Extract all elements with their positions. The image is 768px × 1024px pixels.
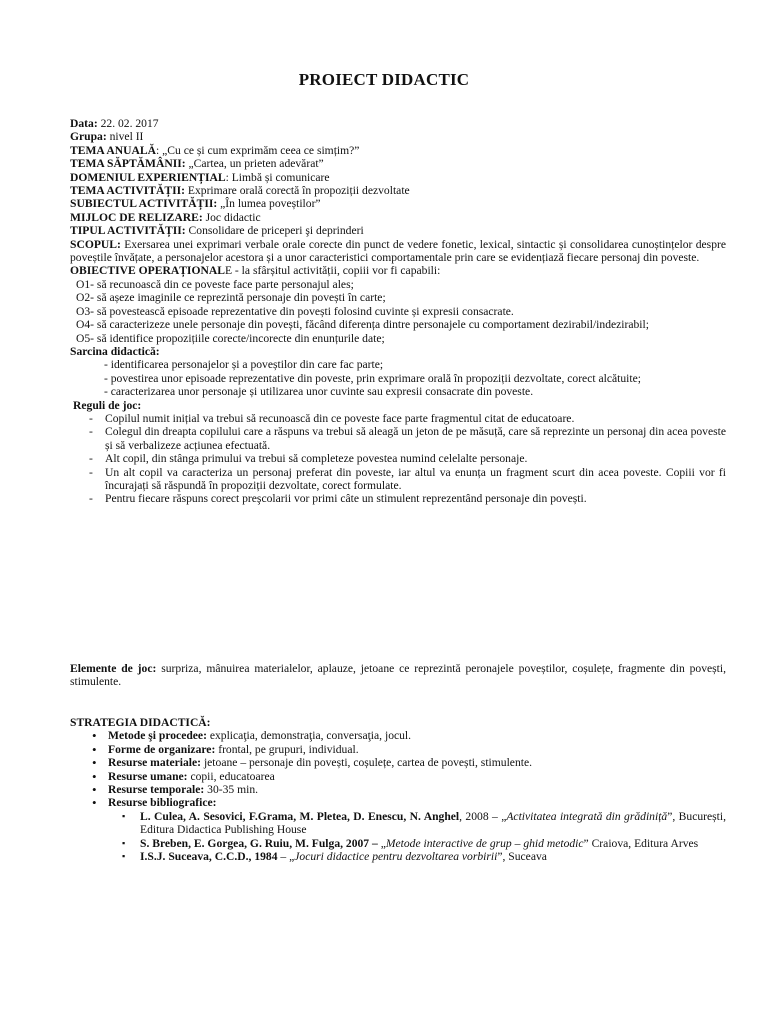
- strategia-heading: [70, 716, 726, 729]
- item-label: Resurse bibliografice:: [108, 796, 217, 810]
- item-value: copii, educatoarea: [187, 769, 275, 783]
- item-value: frontal, pe grupuri, individual.: [215, 742, 359, 756]
- bibliography-item: [108, 837, 726, 850]
- objectives-intro: E - la sfârșitul activității, copiii vor fi capabili:: [224, 264, 441, 278]
- bibliography-item: [108, 850, 726, 863]
- tema-saptamanii-row: [70, 157, 726, 170]
- elemente-paragraph: [70, 662, 726, 689]
- tema-anuala-value: : „Cu ce și cum exprimăm ceea ce simțim?”: [156, 143, 360, 157]
- list-item: [70, 770, 726, 783]
- bib-authors: S. Breben, E. Gorgea, G. Ruiu, M. Fulga, 2007 –: [140, 836, 378, 850]
- sarcina-item: - povestirea unor episoade reprezentative din poveste, prin exprimare orală în propoziții dezvoltate, corect alcătuite;: [104, 371, 641, 385]
- tema-anuala-row: [70, 144, 726, 157]
- tema-saptamanii-label: TEMA SĂPTĂMÂNII:: [70, 157, 186, 171]
- item-label: Metode şi procedee:: [108, 729, 207, 743]
- grupa-value: nivel II: [106, 130, 144, 144]
- objective-item: O3- să povestească episoade reprezentative din povești folosind cuvinte și expresii consacrate.: [76, 304, 514, 318]
- list-item: [70, 743, 726, 756]
- document-title: PROIECT DIDACTIC: [298, 70, 470, 89]
- item-label: Resurse materiale:: [108, 756, 202, 770]
- bib-mid: „: [377, 836, 386, 850]
- reguli-list: [70, 412, 726, 506]
- tema-activitatii-label: TEMA ACTIVITĂȚII:: [70, 184, 185, 198]
- tipul-label: TIPUL ACTIVITĂȚII:: [70, 224, 186, 238]
- tipul-row: [70, 224, 726, 237]
- list-item: [70, 729, 726, 742]
- list-item: [70, 783, 726, 796]
- reguli-label: Reguli de joc:: [73, 398, 142, 412]
- item-value: jetoane – personaje din povești, coșulețe, cartea de povești, stimulente.: [201, 756, 533, 770]
- project-header: [70, 117, 726, 506]
- list-item: - Copilul numit inițial va trebui să recunoască din ce poveste face parte fragmentul citat de educatoare.: [70, 412, 726, 425]
- bib-mid: , 2008 – „: [459, 809, 507, 823]
- list-item: - Pentru fiecare răspuns corect preşcolarii vor primi câte un stimulent reprezentând personaje din povești.: [70, 492, 726, 505]
- mijloc-value: Joc didactic: [202, 210, 261, 224]
- sarcina-heading: [70, 345, 726, 358]
- tema-activitatii-row: [70, 184, 726, 197]
- bib-title: Jocuri didactice pentru dezvoltarea vorbirii: [294, 850, 498, 864]
- mijloc-row: [70, 211, 726, 224]
- scopul-value: Exersarea unei exprimari verbale orale corecte din punct de vedere fonetic, lexical, sintactic și consolidarea cunoștințelor despre poveștile învățate, a personajelor acestora și a unor caracteristici comportamentale prin care se evidențiază fiecare personaj din poveste.: [70, 237, 726, 265]
- mijloc-label: MIJLOC DE RELIZARE:: [70, 210, 203, 224]
- sarcina-item: - identificarea personajelor și a poveștilor din care fac parte;: [104, 358, 384, 372]
- list-item: - Alt copil, din stânga primului va trebui să completeze povestea numind celelalte personaje.: [70, 452, 726, 465]
- scopul-paragraph: [70, 238, 726, 265]
- objective-item: O5- să identifice propozițiile corecte/incorecte din enunțurile date;: [76, 331, 385, 345]
- bib-authors: I.S.J. Suceava, C.C.D., 1984: [140, 850, 278, 864]
- domeniul-label: DOMENIUL EXPERIENȚIAL: [70, 170, 226, 184]
- elemente-value: surpriza, mânuirea materialelor, aplauze, jetoane ce reprezintă peronajele poveștilor, coșulețe, fragmente din povești, stimulente.: [70, 662, 726, 689]
- elemente-label: Elemente de joc:: [70, 662, 157, 675]
- sarcina-item: - caracterizarea unor personaje și utilizarea unor cuvinte sau expresii consacrate din poveste.: [104, 385, 534, 399]
- domeniul-value: : Limbă și comunicare: [225, 170, 330, 184]
- item-label: Resurse temporale:: [108, 783, 205, 797]
- bib-rest: ”, București, Editura Didactica Publishing House: [140, 809, 727, 837]
- tema-saptamanii-value: „Cartea, un prieten adevărat”: [185, 157, 324, 171]
- list-item: - Un alt copil va caracteriza un personaj preferat din poveste, iar altul va enunța un fragment scurt din acea poveste. Copiii vor fi încurajați să răspundă în propoziții dezvoltate, corect formulate.: [70, 466, 726, 493]
- subiectul-row: [70, 197, 726, 210]
- bib-rest: ” Craiova, Editura Arves: [583, 836, 699, 850]
- grupa-label: Grupa:: [70, 130, 107, 144]
- bibliography-list: [108, 810, 726, 864]
- tipul-value: Consolidare de priceperi şi deprinderi: [185, 224, 364, 238]
- strategia-section: [70, 716, 726, 863]
- objective-item: O4- să caracterizeze unele personaje din povești, făcând diferența dintre personajele cu comportament dezirabil/indezirabil;: [76, 318, 649, 332]
- strategia-list: [70, 729, 726, 863]
- reguli-heading: [70, 399, 726, 412]
- item-label: Resurse umane:: [108, 769, 188, 783]
- item-value: explicaţia, demonstraţia, conversaţia, jocul.: [206, 729, 412, 743]
- list-item: [70, 756, 726, 769]
- objectives-label: OBIECTIVE OPERAȚIONAL: [70, 264, 225, 278]
- bib-authors: L. Culea, A. Sesovici, F.Grama, M. Pletea, D. Enescu, N. Anghel: [140, 809, 460, 823]
- data-value: 22. 02. 2017: [97, 117, 159, 130]
- scopul-label: SCOPUL:: [70, 237, 121, 251]
- bibliography-item: [108, 810, 726, 837]
- grupa-row: [70, 130, 726, 143]
- data-label: Data:: [70, 117, 98, 130]
- objective-item: O1- să recunoască din ce poveste face parte personajul ales;: [76, 277, 354, 291]
- subiectul-value: „În lumea poveștilor”: [217, 197, 321, 211]
- list-item: [70, 796, 726, 863]
- bib-title: Activitatea integrată din grădiniță: [506, 809, 668, 823]
- bib-rest: ”, Suceava: [497, 850, 547, 864]
- tema-anuala-label: TEMA ANUALĂ: [70, 143, 156, 157]
- strategia-label: STRATEGIA DIDACTICĂ:: [70, 716, 211, 729]
- tema-activitatii-value: Exprimare orală corectă în propoziții dezvoltate: [185, 184, 410, 198]
- subiectul-label: SUBIECTUL ACTIVITĂȚII:: [70, 197, 218, 211]
- sarcina-label: Sarcina didactică:: [70, 344, 160, 358]
- bib-mid: – „: [277, 850, 295, 864]
- item-label: Forme de organizare:: [108, 742, 216, 756]
- item-value: 30-35 min.: [204, 783, 259, 797]
- data-row: [70, 117, 726, 130]
- list-item: - Colegul din dreapta copilului care a răspuns va trebui să aleagă un jeton de pe măsuță, care să reprezinte un personaj din acea poveste și să verbalizeze acțiunea efectuată.: [70, 425, 726, 452]
- domeniul-row: [70, 171, 726, 184]
- bib-title: Metode interactive de grup – ghid metodic: [385, 836, 584, 850]
- objective-item: O2- să așeze imaginile ce reprezintă personaje din povești în carte;: [76, 291, 386, 305]
- objectives-heading: [70, 264, 726, 277]
